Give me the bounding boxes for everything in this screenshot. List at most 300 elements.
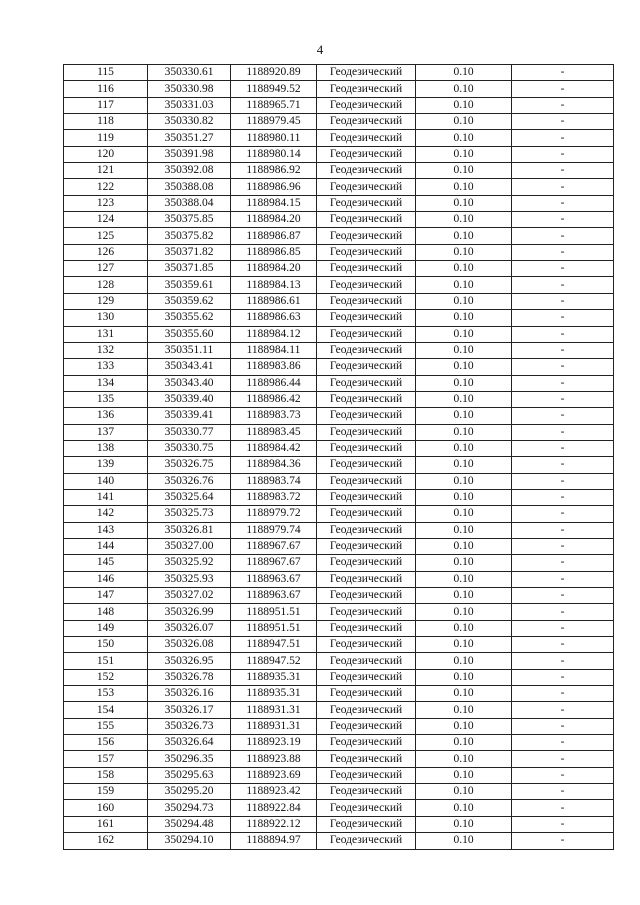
point-number-cell: 137 (64, 424, 148, 440)
method-cell: Геодезический (317, 767, 416, 783)
x-coordinate-cell: 350359.61 (148, 277, 231, 293)
x-coordinate-cell: 350326.07 (148, 620, 231, 636)
accuracy-cell: 0.10 (416, 195, 512, 211)
method-cell: Геодезический (317, 718, 416, 734)
table-row (64, 375, 614, 391)
note-cell: - (512, 473, 614, 489)
x-coordinate-cell: 350325.92 (148, 555, 231, 571)
table-row (64, 506, 614, 522)
x-coordinate-cell: 350295.20 (148, 784, 231, 800)
point-number-cell: 140 (64, 473, 148, 489)
accuracy-cell: 0.10 (416, 702, 512, 718)
table-row (64, 620, 614, 636)
x-coordinate-cell: 350330.75 (148, 440, 231, 456)
y-coordinate-cell: 1188984.20 (231, 212, 317, 228)
y-coordinate-cell: 1188983.73 (231, 408, 317, 424)
accuracy-cell: 0.10 (416, 179, 512, 195)
x-coordinate-cell: 350355.60 (148, 326, 231, 342)
accuracy-cell: 0.10 (416, 212, 512, 228)
y-coordinate-cell: 1188931.31 (231, 718, 317, 734)
y-coordinate-cell: 1188965.71 (231, 97, 317, 113)
table-row (64, 310, 614, 326)
x-coordinate-cell: 350327.00 (148, 538, 231, 554)
table-row (64, 800, 614, 816)
y-coordinate-cell: 1188984.42 (231, 440, 317, 456)
x-coordinate-cell: 350388.08 (148, 179, 231, 195)
accuracy-cell: 0.10 (416, 342, 512, 358)
accuracy-cell: 0.10 (416, 81, 512, 97)
table-row (64, 65, 614, 81)
x-coordinate-cell: 350351.27 (148, 130, 231, 146)
point-number-cell: 136 (64, 408, 148, 424)
table-row (64, 440, 614, 456)
note-cell: - (512, 391, 614, 407)
note-cell: - (512, 457, 614, 473)
accuracy-cell: 0.10 (416, 130, 512, 146)
note-cell: - (512, 718, 614, 734)
accuracy-cell: 0.10 (416, 244, 512, 260)
note-cell: - (512, 833, 614, 849)
y-coordinate-cell: 1188923.88 (231, 751, 317, 767)
x-coordinate-cell: 350294.73 (148, 800, 231, 816)
accuracy-cell: 0.10 (416, 767, 512, 783)
point-number-cell: 149 (64, 620, 148, 636)
method-cell: Геодезический (317, 195, 416, 211)
table-row (64, 408, 614, 424)
accuracy-cell: 0.10 (416, 784, 512, 800)
y-coordinate-cell: 1188980.14 (231, 146, 317, 162)
method-cell: Геодезический (317, 261, 416, 277)
y-coordinate-cell: 1188923.69 (231, 767, 317, 783)
point-number-cell: 126 (64, 244, 148, 260)
method-cell: Геодезический (317, 686, 416, 702)
accuracy-cell: 0.10 (416, 359, 512, 375)
point-number-cell: 152 (64, 669, 148, 685)
y-coordinate-cell: 1188963.67 (231, 588, 317, 604)
y-coordinate-cell: 1188986.61 (231, 293, 317, 309)
y-coordinate-cell: 1188949.52 (231, 81, 317, 97)
accuracy-cell: 0.10 (416, 604, 512, 620)
table-row (64, 424, 614, 440)
accuracy-cell: 0.10 (416, 146, 512, 162)
note-cell: - (512, 359, 614, 375)
method-cell: Геодезический (317, 359, 416, 375)
note-cell: - (512, 146, 614, 162)
note-cell: - (512, 277, 614, 293)
method-cell: Геодезический (317, 457, 416, 473)
method-cell: Геодезический (317, 179, 416, 195)
method-cell: Геодезический (317, 326, 416, 342)
x-coordinate-cell: 350392.08 (148, 163, 231, 179)
note-cell: - (512, 228, 614, 244)
point-number-cell: 132 (64, 342, 148, 358)
y-coordinate-cell: 1188967.67 (231, 555, 317, 571)
table-row (64, 735, 614, 751)
accuracy-cell: 0.10 (416, 440, 512, 456)
method-cell: Геодезический (317, 244, 416, 260)
y-coordinate-cell: 1188984.36 (231, 457, 317, 473)
table-row (64, 653, 614, 669)
method-cell: Геодезический (317, 375, 416, 391)
table-row (64, 473, 614, 489)
accuracy-cell: 0.10 (416, 686, 512, 702)
point-number-cell: 131 (64, 326, 148, 342)
accuracy-cell: 0.10 (416, 65, 512, 81)
note-cell: - (512, 261, 614, 277)
point-number-cell: 161 (64, 816, 148, 832)
y-coordinate-cell: 1188923.19 (231, 735, 317, 751)
note-cell: - (512, 163, 614, 179)
x-coordinate-cell: 350359.62 (148, 293, 231, 309)
accuracy-cell: 0.10 (416, 800, 512, 816)
note-cell: - (512, 522, 614, 538)
x-coordinate-cell: 350326.64 (148, 735, 231, 751)
x-coordinate-cell: 350326.99 (148, 604, 231, 620)
point-number-cell: 121 (64, 163, 148, 179)
accuracy-cell: 0.10 (416, 489, 512, 505)
note-cell: - (512, 735, 614, 751)
y-coordinate-cell: 1188984.15 (231, 195, 317, 211)
x-coordinate-cell: 350375.82 (148, 228, 231, 244)
point-number-cell: 155 (64, 718, 148, 734)
table-row (64, 686, 614, 702)
x-coordinate-cell: 350295.63 (148, 767, 231, 783)
x-coordinate-cell: 350326.16 (148, 686, 231, 702)
table-row (64, 637, 614, 653)
method-cell: Геодезический (317, 800, 416, 816)
point-number-cell: 120 (64, 146, 148, 162)
y-coordinate-cell: 1188979.74 (231, 522, 317, 538)
accuracy-cell: 0.10 (416, 163, 512, 179)
point-number-cell: 143 (64, 522, 148, 538)
x-coordinate-cell: 350294.48 (148, 816, 231, 832)
note-cell: - (512, 81, 614, 97)
y-coordinate-cell: 1188984.13 (231, 277, 317, 293)
point-number-cell: 151 (64, 653, 148, 669)
x-coordinate-cell: 350326.76 (148, 473, 231, 489)
note-cell: - (512, 114, 614, 130)
table-row (64, 702, 614, 718)
point-number-cell: 124 (64, 212, 148, 228)
note-cell: - (512, 179, 614, 195)
accuracy-cell: 0.10 (416, 375, 512, 391)
note-cell: - (512, 489, 614, 505)
method-cell: Геодезический (317, 555, 416, 571)
method-cell: Геодезический (317, 751, 416, 767)
x-coordinate-cell: 350294.10 (148, 833, 231, 849)
method-cell: Геодезический (317, 571, 416, 587)
accuracy-cell: 0.10 (416, 408, 512, 424)
accuracy-cell: 0.10 (416, 473, 512, 489)
y-coordinate-cell: 1188920.89 (231, 65, 317, 81)
note-cell: - (512, 669, 614, 685)
point-number-cell: 118 (64, 114, 148, 130)
x-coordinate-cell: 350330.61 (148, 65, 231, 81)
note-cell: - (512, 538, 614, 554)
note-cell: - (512, 604, 614, 620)
point-number-cell: 129 (64, 293, 148, 309)
note-cell: - (512, 800, 614, 816)
accuracy-cell: 0.10 (416, 538, 512, 554)
method-cell: Геодезический (317, 588, 416, 604)
y-coordinate-cell: 1188984.11 (231, 342, 317, 358)
x-coordinate-cell: 350326.81 (148, 522, 231, 538)
note-cell: - (512, 784, 614, 800)
y-coordinate-cell: 1188980.11 (231, 130, 317, 146)
coordinates-table-body (64, 65, 614, 850)
table-row (64, 571, 614, 587)
note-cell: - (512, 686, 614, 702)
accuracy-cell: 0.10 (416, 571, 512, 587)
point-number-cell: 117 (64, 97, 148, 113)
accuracy-cell: 0.10 (416, 326, 512, 342)
accuracy-cell: 0.10 (416, 457, 512, 473)
point-number-cell: 148 (64, 604, 148, 620)
point-number-cell: 158 (64, 767, 148, 783)
x-coordinate-cell: 350371.85 (148, 261, 231, 277)
y-coordinate-cell: 1188986.63 (231, 310, 317, 326)
note-cell: - (512, 653, 614, 669)
point-number-cell: 134 (64, 375, 148, 391)
note-cell: - (512, 97, 614, 113)
note-cell: - (512, 620, 614, 636)
x-coordinate-cell: 350343.40 (148, 375, 231, 391)
note-cell: - (512, 637, 614, 653)
point-number-cell: 127 (64, 261, 148, 277)
y-coordinate-cell: 1188986.87 (231, 228, 317, 244)
x-coordinate-cell: 350326.95 (148, 653, 231, 669)
x-coordinate-cell: 350330.98 (148, 81, 231, 97)
point-number-cell: 150 (64, 637, 148, 653)
y-coordinate-cell: 1188947.52 (231, 653, 317, 669)
note-cell: - (512, 816, 614, 832)
note-cell: - (512, 751, 614, 767)
table-row (64, 538, 614, 554)
y-coordinate-cell: 1188922.84 (231, 800, 317, 816)
point-number-cell: 116 (64, 81, 148, 97)
method-cell: Геодезический (317, 228, 416, 244)
accuracy-cell: 0.10 (416, 816, 512, 832)
y-coordinate-cell: 1188947.51 (231, 637, 317, 653)
table-row (64, 179, 614, 195)
y-coordinate-cell: 1188986.96 (231, 179, 317, 195)
table-row (64, 326, 614, 342)
x-coordinate-cell: 350339.41 (148, 408, 231, 424)
y-coordinate-cell: 1188979.72 (231, 506, 317, 522)
x-coordinate-cell: 350391.98 (148, 146, 231, 162)
method-cell: Геодезический (317, 538, 416, 554)
table-row (64, 114, 614, 130)
accuracy-cell: 0.10 (416, 424, 512, 440)
accuracy-cell: 0.10 (416, 506, 512, 522)
x-coordinate-cell: 350375.85 (148, 212, 231, 228)
method-cell: Геодезический (317, 506, 416, 522)
table-row (64, 816, 614, 832)
x-coordinate-cell: 350325.73 (148, 506, 231, 522)
note-cell: - (512, 702, 614, 718)
table-row (64, 457, 614, 473)
method-cell: Геодезический (317, 440, 416, 456)
note-cell: - (512, 293, 614, 309)
note-cell: - (512, 375, 614, 391)
note-cell: - (512, 342, 614, 358)
accuracy-cell: 0.10 (416, 555, 512, 571)
method-cell: Геодезический (317, 408, 416, 424)
point-number-cell: 115 (64, 65, 148, 81)
method-cell: Геодезический (317, 522, 416, 538)
accuracy-cell: 0.10 (416, 277, 512, 293)
table-row (64, 130, 614, 146)
x-coordinate-cell: 350327.02 (148, 588, 231, 604)
table-row (64, 391, 614, 407)
x-coordinate-cell: 350326.75 (148, 457, 231, 473)
method-cell: Геодезический (317, 784, 416, 800)
point-number-cell: 135 (64, 391, 148, 407)
y-coordinate-cell: 1188951.51 (231, 604, 317, 620)
note-cell: - (512, 588, 614, 604)
y-coordinate-cell: 1188922.12 (231, 816, 317, 832)
point-number-cell: 157 (64, 751, 148, 767)
method-cell: Геодезический (317, 293, 416, 309)
x-coordinate-cell: 350331.03 (148, 97, 231, 113)
x-coordinate-cell: 350325.64 (148, 489, 231, 505)
accuracy-cell: 0.10 (416, 522, 512, 538)
point-number-cell: 162 (64, 833, 148, 849)
y-coordinate-cell: 1188986.44 (231, 375, 317, 391)
table-row (64, 342, 614, 358)
note-cell: - (512, 310, 614, 326)
x-coordinate-cell: 350355.62 (148, 310, 231, 326)
y-coordinate-cell: 1188951.51 (231, 620, 317, 636)
x-coordinate-cell: 350296.35 (148, 751, 231, 767)
method-cell: Геодезический (317, 653, 416, 669)
method-cell: Геодезический (317, 163, 416, 179)
x-coordinate-cell: 350326.08 (148, 637, 231, 653)
table-row (64, 784, 614, 800)
table-row (64, 195, 614, 211)
method-cell: Геодезический (317, 424, 416, 440)
method-cell: Геодезический (317, 146, 416, 162)
y-coordinate-cell: 1188931.31 (231, 702, 317, 718)
y-coordinate-cell: 1188923.42 (231, 784, 317, 800)
table-row (64, 359, 614, 375)
y-coordinate-cell: 1188963.67 (231, 571, 317, 587)
note-cell: - (512, 326, 614, 342)
note-cell: - (512, 212, 614, 228)
x-coordinate-cell: 350326.78 (148, 669, 231, 685)
method-cell: Геодезический (317, 833, 416, 849)
x-coordinate-cell: 350339.40 (148, 391, 231, 407)
note-cell: - (512, 408, 614, 424)
x-coordinate-cell: 350325.93 (148, 571, 231, 587)
accuracy-cell: 0.10 (416, 751, 512, 767)
accuracy-cell: 0.10 (416, 620, 512, 636)
y-coordinate-cell: 1188983.45 (231, 424, 317, 440)
point-number-cell: 122 (64, 179, 148, 195)
point-number-cell: 160 (64, 800, 148, 816)
point-number-cell: 142 (64, 506, 148, 522)
table-row (64, 833, 614, 849)
point-number-cell: 141 (64, 489, 148, 505)
point-number-cell: 128 (64, 277, 148, 293)
point-number-cell: 147 (64, 588, 148, 604)
table-row (64, 261, 614, 277)
y-coordinate-cell: 1188986.42 (231, 391, 317, 407)
table-row (64, 293, 614, 309)
y-coordinate-cell: 1188986.92 (231, 163, 317, 179)
page-number: 4 (316, 42, 324, 57)
table-row (64, 146, 614, 162)
point-number-cell: 146 (64, 571, 148, 587)
point-number-cell: 156 (64, 735, 148, 751)
method-cell: Геодезический (317, 391, 416, 407)
point-number-cell: 145 (64, 555, 148, 571)
table-row (64, 212, 614, 228)
note-cell: - (512, 767, 614, 783)
note-cell: - (512, 571, 614, 587)
method-cell: Геодезический (317, 702, 416, 718)
y-coordinate-cell: 1188967.67 (231, 538, 317, 554)
y-coordinate-cell: 1188935.31 (231, 669, 317, 685)
note-cell: - (512, 65, 614, 81)
note-cell: - (512, 424, 614, 440)
y-coordinate-cell: 1188986.85 (231, 244, 317, 260)
coordinates-table (63, 64, 614, 850)
point-number-cell: 154 (64, 702, 148, 718)
y-coordinate-cell: 1188935.31 (231, 686, 317, 702)
x-coordinate-cell: 350388.04 (148, 195, 231, 211)
table-row (64, 163, 614, 179)
accuracy-cell: 0.10 (416, 391, 512, 407)
method-cell: Геодезический (317, 342, 416, 358)
method-cell: Геодезический (317, 735, 416, 751)
method-cell: Геодезический (317, 310, 416, 326)
point-number-cell: 125 (64, 228, 148, 244)
x-coordinate-cell: 350326.17 (148, 702, 231, 718)
note-cell: - (512, 195, 614, 211)
table-row (64, 97, 614, 113)
method-cell: Геодезический (317, 620, 416, 636)
x-coordinate-cell: 350330.82 (148, 114, 231, 130)
accuracy-cell: 0.10 (416, 653, 512, 669)
table-row (64, 718, 614, 734)
table-row (64, 244, 614, 260)
point-number-cell: 159 (64, 784, 148, 800)
method-cell: Геодезический (317, 473, 416, 489)
table-row (64, 277, 614, 293)
accuracy-cell: 0.10 (416, 833, 512, 849)
accuracy-cell: 0.10 (416, 228, 512, 244)
point-number-cell: 153 (64, 686, 148, 702)
note-cell: - (512, 244, 614, 260)
y-coordinate-cell: 1188984.12 (231, 326, 317, 342)
method-cell: Геодезический (317, 489, 416, 505)
method-cell: Геодезический (317, 637, 416, 653)
point-number-cell: 123 (64, 195, 148, 211)
table-row (64, 489, 614, 505)
y-coordinate-cell: 1188894.97 (231, 833, 317, 849)
x-coordinate-cell: 350351.11 (148, 342, 231, 358)
method-cell: Геодезический (317, 65, 416, 81)
table-row (64, 767, 614, 783)
table-row (64, 604, 614, 620)
method-cell: Геодезический (317, 669, 416, 685)
method-cell: Геодезический (317, 114, 416, 130)
method-cell: Геодезический (317, 816, 416, 832)
point-number-cell: 130 (64, 310, 148, 326)
note-cell: - (512, 555, 614, 571)
point-number-cell: 133 (64, 359, 148, 375)
